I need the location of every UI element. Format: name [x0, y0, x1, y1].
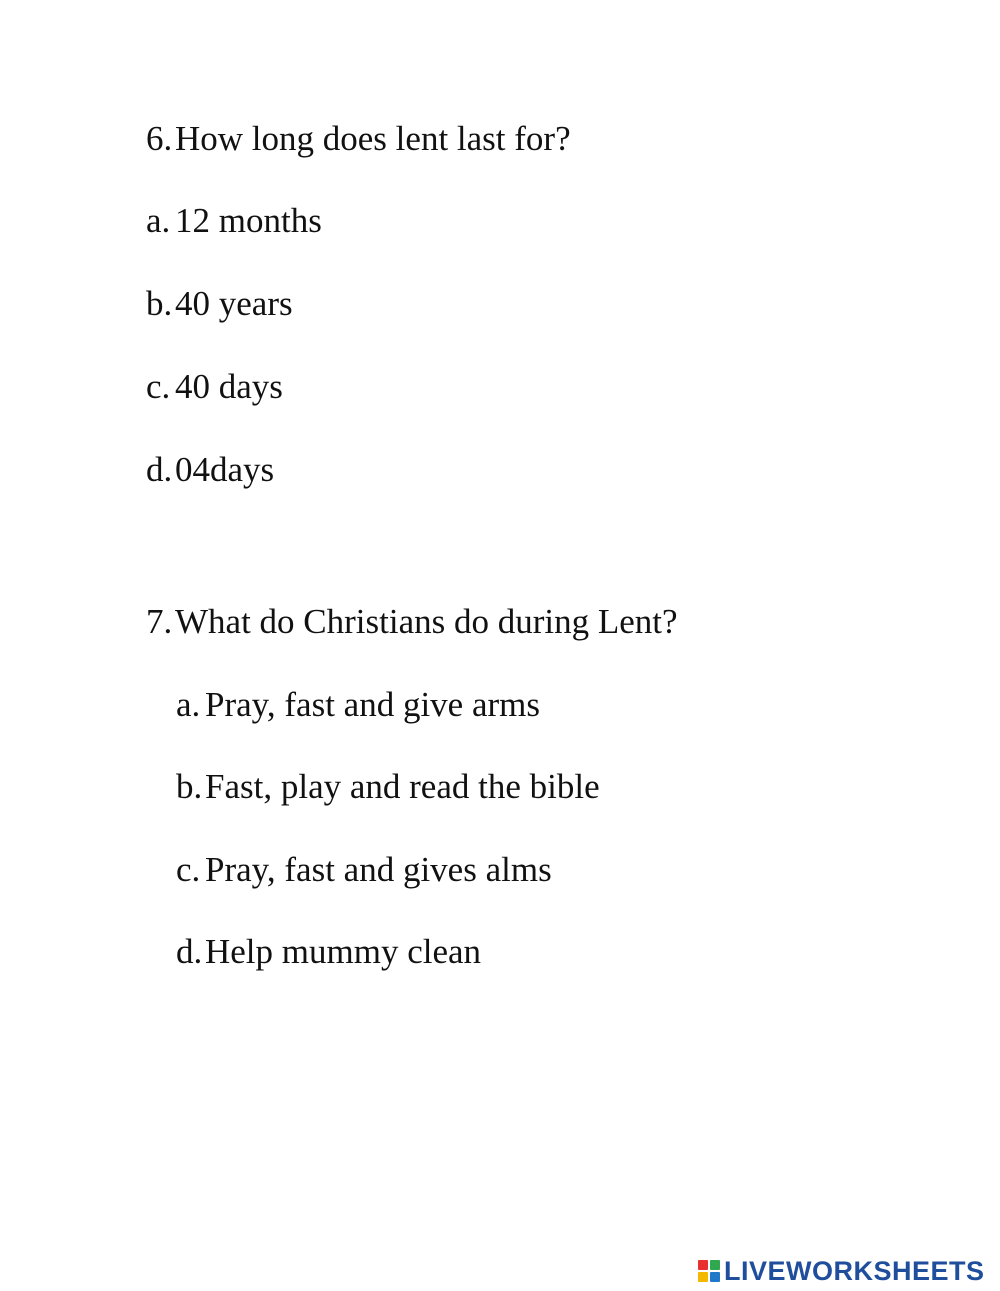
question-text: What do Christians do during Lent? [175, 602, 678, 641]
option-marker: c. [146, 367, 171, 406]
logo-square-green [710, 1260, 720, 1270]
option-marker: b. [146, 284, 173, 323]
question-7 [146, 602, 678, 642]
option-text: 04days [175, 450, 275, 489]
option-6c [146, 367, 283, 407]
liveworksheets-logo [698, 1256, 985, 1286]
question-number: 7. [146, 602, 173, 641]
question-number: 6. [146, 119, 173, 158]
option-6d [146, 450, 274, 490]
option-marker: d. [176, 932, 203, 971]
option-marker: d. [146, 450, 173, 489]
option-marker: b. [176, 767, 203, 806]
option-6b [146, 284, 293, 324]
brand-name: LIVEWORKSHEETS [724, 1256, 985, 1286]
option-text: Help mummy clean [205, 932, 482, 971]
option-text: 40 days [175, 367, 283, 406]
option-text: Fast, play and read the bible [205, 767, 600, 806]
question-6 [146, 119, 571, 159]
option-text: 12 months [175, 201, 322, 240]
logo-square-red [698, 1260, 708, 1270]
option-7c [176, 850, 552, 890]
option-marker: a. [146, 201, 171, 240]
liveworksheets-logo-icon [698, 1260, 720, 1282]
option-marker: a. [176, 685, 201, 724]
option-text: Pray, fast and give arms [205, 685, 540, 724]
option-marker: c. [176, 850, 201, 889]
option-text: Pray, fast and gives alms [205, 850, 552, 889]
option-text: 40 years [175, 284, 293, 323]
logo-square-yellow [698, 1272, 708, 1282]
option-7d [176, 932, 481, 972]
option-6a [146, 201, 322, 241]
question-text: How long does lent last for? [175, 119, 571, 158]
option-7b [176, 767, 600, 807]
logo-square-blue [710, 1272, 720, 1282]
option-7a [176, 685, 540, 725]
